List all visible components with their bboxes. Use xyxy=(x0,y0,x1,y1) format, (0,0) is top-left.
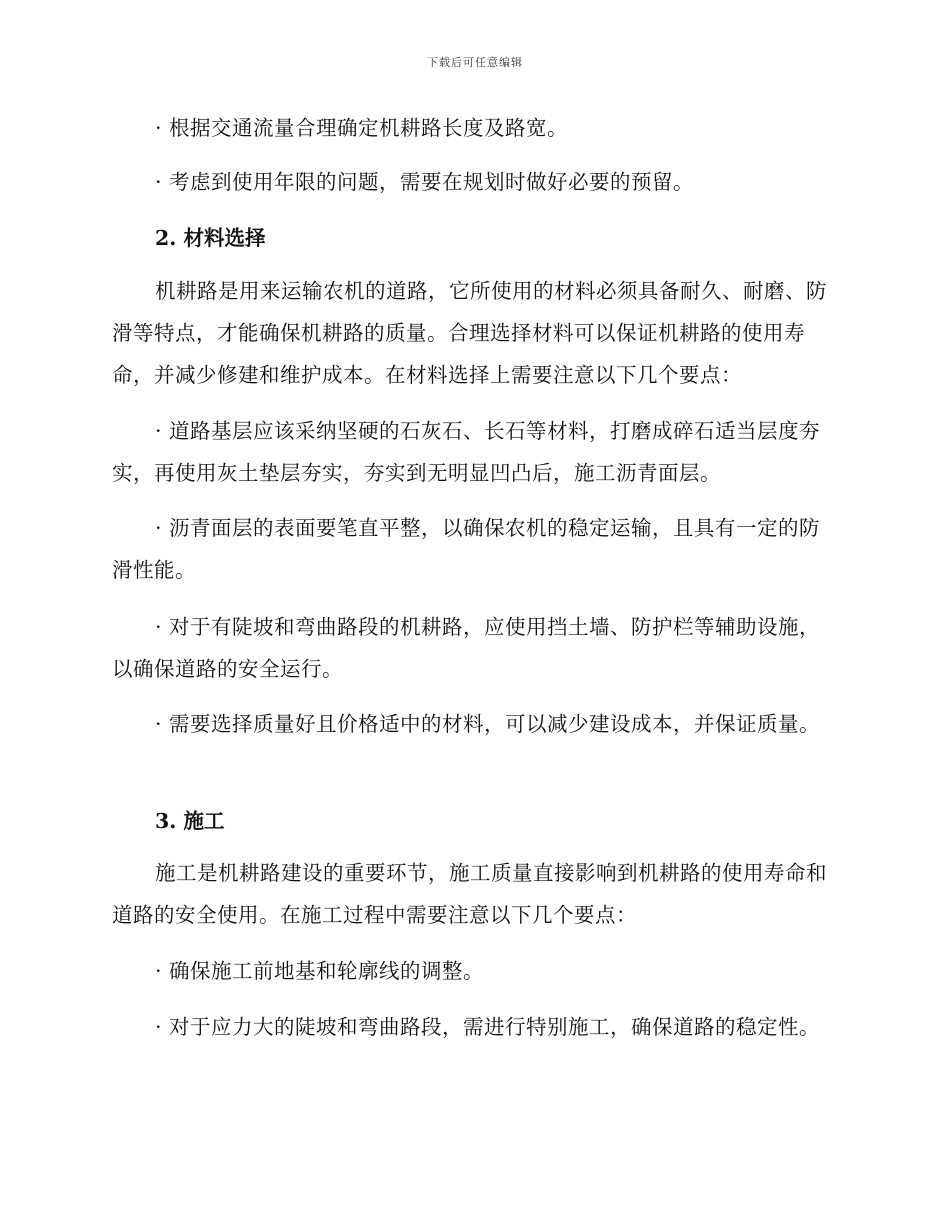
bullet-paragraph: · 沥青面层的表面要笔直平整，以确保农机的稳定运输，且具有一定的防滑性能。 xyxy=(112,516,821,582)
bullet-paragraph: · 根据交通流量合理确定机耕路长度及路宽。 xyxy=(155,116,569,140)
page-header: 下载后可任意编辑 xyxy=(427,56,523,69)
bullet-paragraph: · 对于有陡坡和弯曲路段的机耕路，应使用挡土墙、防护栏等辅助设施，以确保道路的安全运行。 xyxy=(112,615,821,681)
body-paragraph: 机耕路是用来运输农机的道路，它所使用的材料必须具备耐久、耐磨、防滑等特点，才能确保机耕路的质量。合理选择材料可以保证机耕路的使用寿命，并减少修建和维护成本。在材料选择上需要注意以下几个要点： xyxy=(112,279,827,387)
bullet-paragraph: · 对于应力大的陡坡和弯曲路段，需进行特别施工，确保道路的稳定性。 xyxy=(155,1015,821,1039)
bullet-paragraph: · 确保施工前地基和轮廓线的调整。 xyxy=(155,959,485,983)
body-paragraph: 施工是机耕路建设的重要环节，施工质量直接影响到机耕路的使用寿命和道路的安全使用。在施工过程中需要注意以下几个要点： xyxy=(112,861,827,927)
bullet-paragraph: · 考虑到使用年限的问题，需要在规划时做好必要的预留。 xyxy=(155,170,695,194)
bullet-paragraph: · 需要选择质量好且价格适中的材料，可以减少建设成本，并保证质量。 xyxy=(155,712,821,736)
section-heading: 2. 材料选择 xyxy=(155,226,266,250)
section-heading: 3. 施工 xyxy=(155,809,225,833)
bullet-paragraph: · 道路基层应该采纳坚硬的石灰石、长石等材料，打磨成碎石适当层度夯实，再使用灰土垫层夯实，夯实到无明显凹凸后，施工沥青面层。 xyxy=(112,419,821,485)
